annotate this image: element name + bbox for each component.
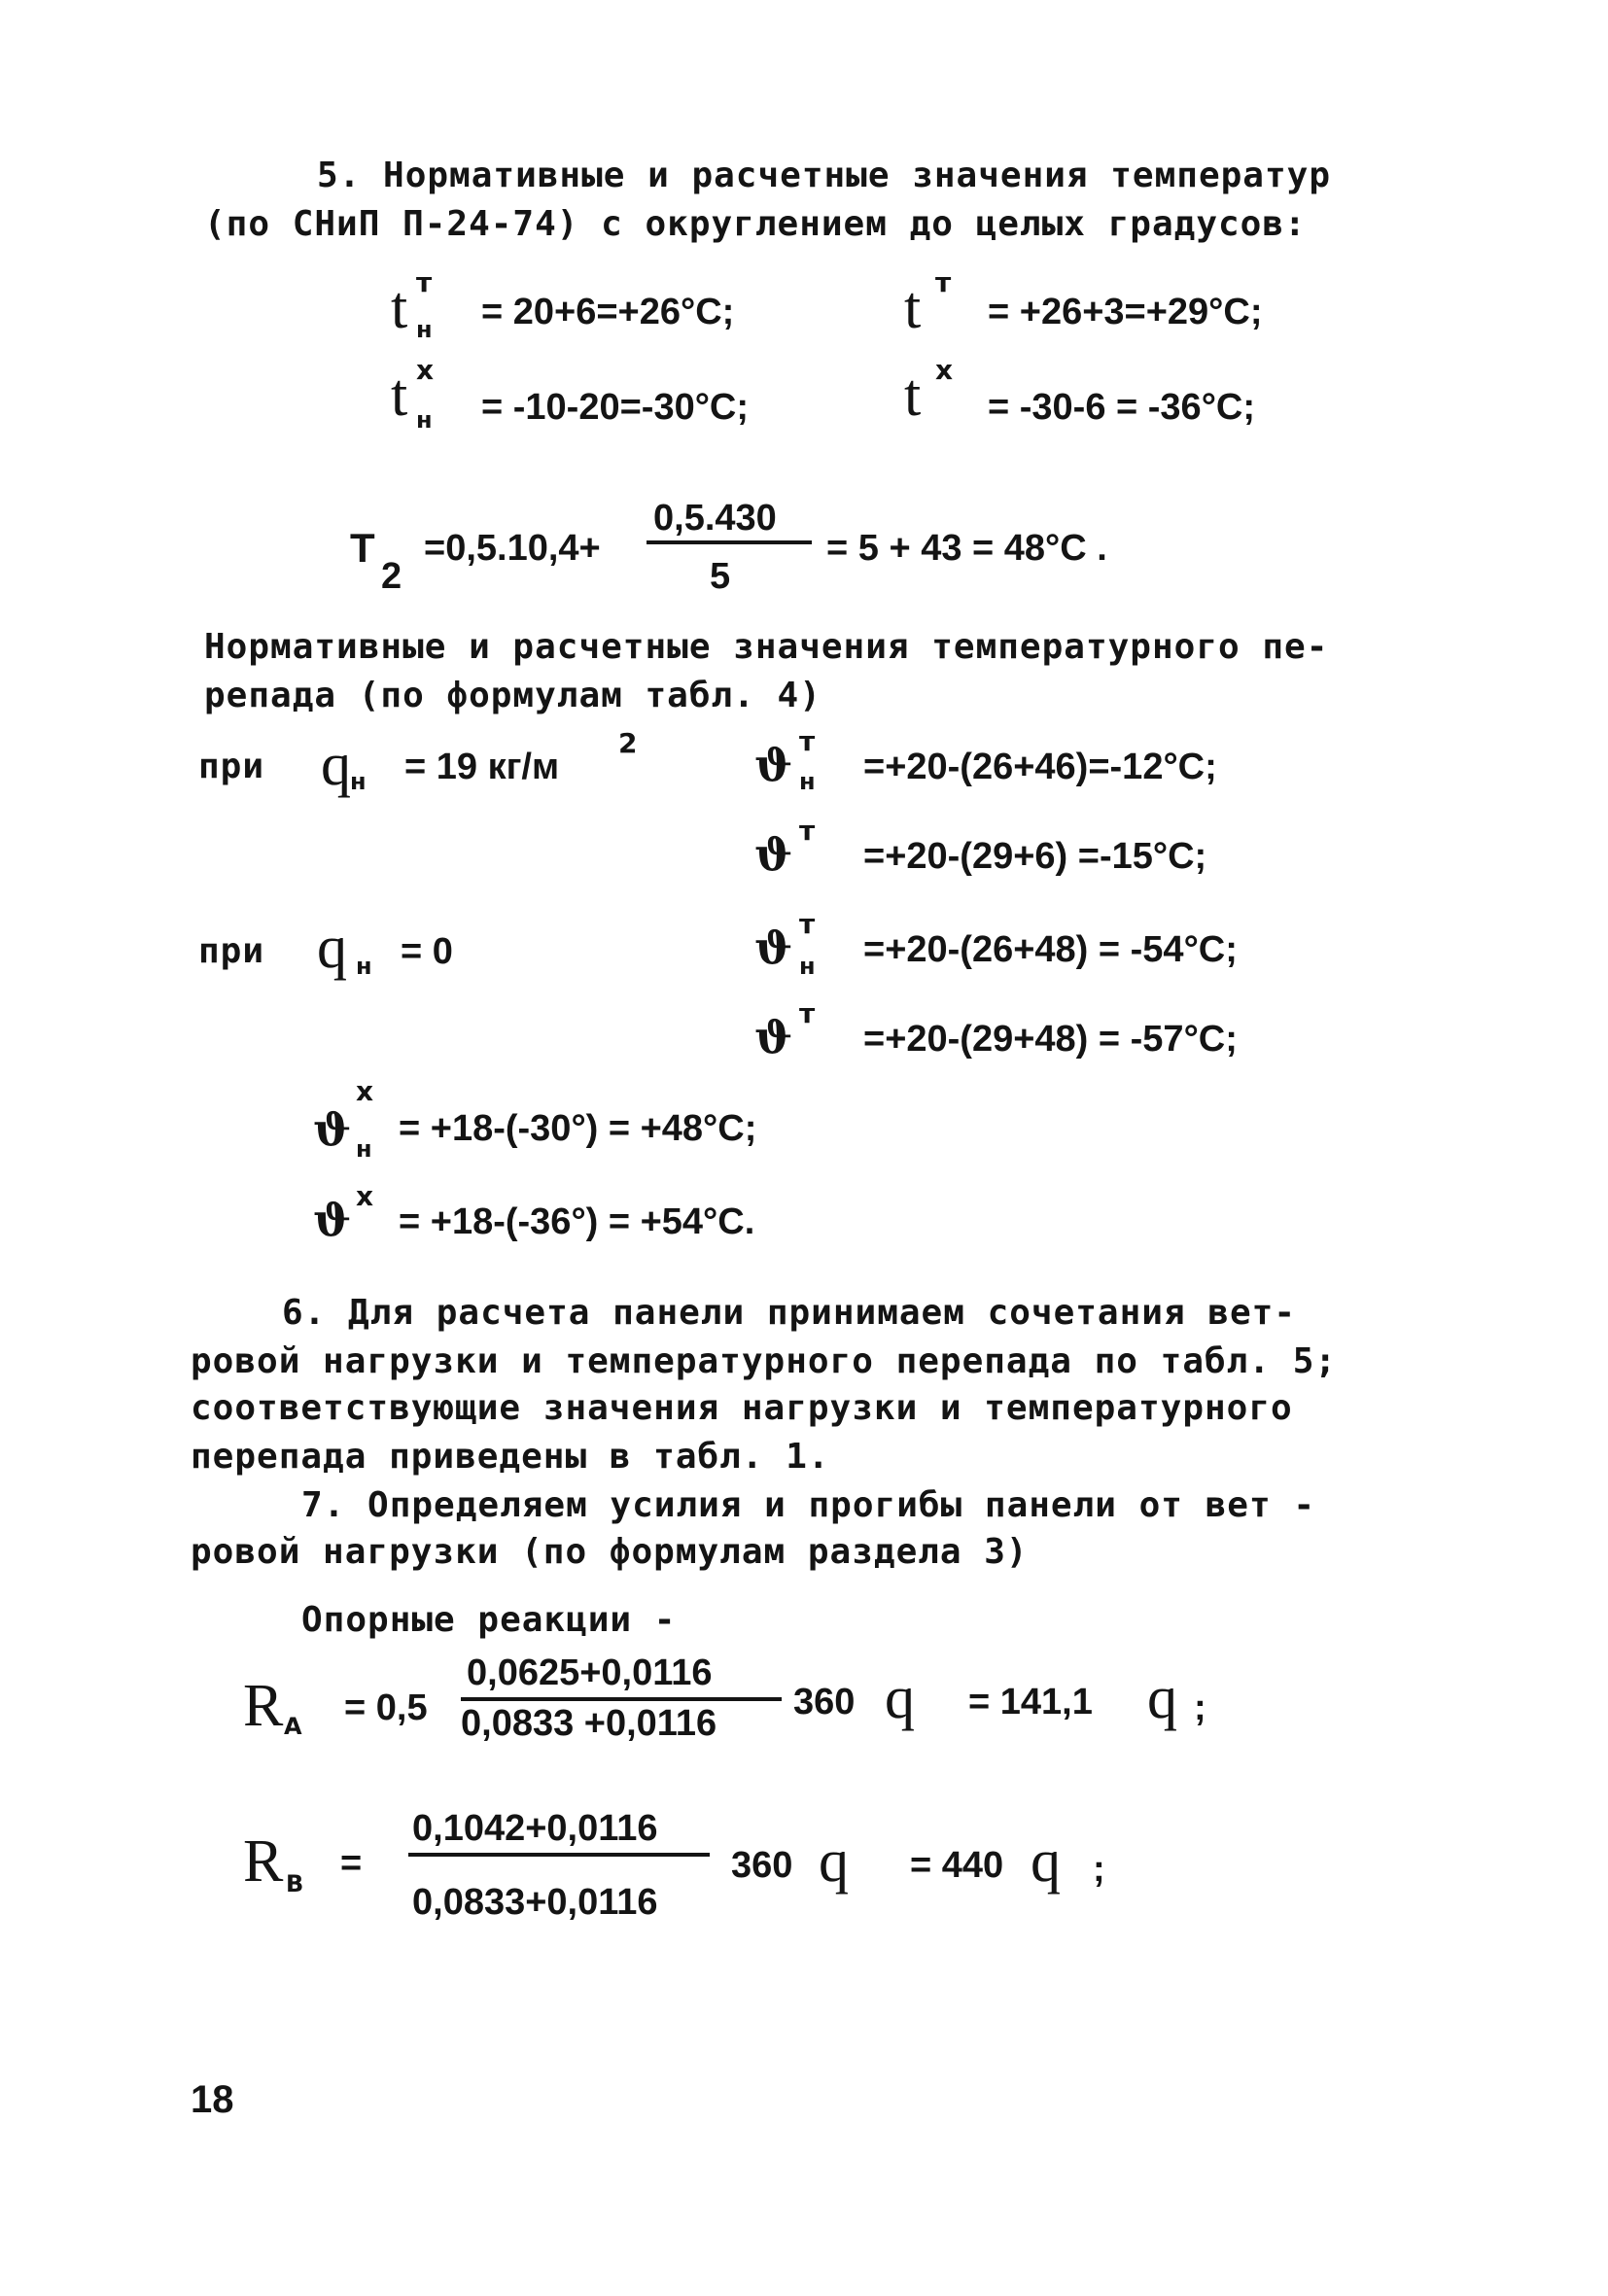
ra-numerator: 0,0625+0,0116 [467, 1652, 713, 1693]
section5-line1: 5. Нормативные и расчетные значения температур [317, 156, 1331, 195]
rb-fraction-bar [408, 1853, 710, 1857]
t2-denominator: 5 [710, 556, 731, 597]
reactions-label: Опорные реакции - [301, 1600, 677, 1640]
t2-fraction-bar [647, 540, 812, 544]
drop-intro-line1: Нормативные и расчетные значения температурного пе- [204, 627, 1329, 667]
section6-line1: 6. Для расчета панели принимаем сочетания вет- [282, 1293, 1296, 1333]
drop-intro-line2: репада (по формулам табл. 4) [204, 676, 821, 715]
rb-denominator: 0,0833+0,0116 [412, 1882, 658, 1923]
section7-line1: 7. Определяем усилия и прогибы панели от вет - [301, 1485, 1315, 1525]
page-number: 18 [191, 2078, 234, 2121]
section5-line2: (по СНиП П-24-74) с округлением до целых градусов: [204, 204, 1307, 244]
section6-line2: ровой нагрузки и температурного перепада по табл. 5; [191, 1341, 1338, 1381]
rb-numerator: 0,1042+0,0116 [412, 1808, 658, 1849]
section6-line4: перепада приведены в табл. 1. [191, 1437, 830, 1477]
section7-line2: ровой нагрузки (по формулам раздела 3) [191, 1532, 1029, 1572]
ra-fraction-bar [461, 1697, 782, 1701]
section6-line3: соответствующие значения нагрузки и температурного [191, 1388, 1293, 1428]
ra-denominator: 0,0833 +0,0116 [461, 1703, 717, 1744]
t2-numerator: 0,5.430 [653, 498, 777, 539]
